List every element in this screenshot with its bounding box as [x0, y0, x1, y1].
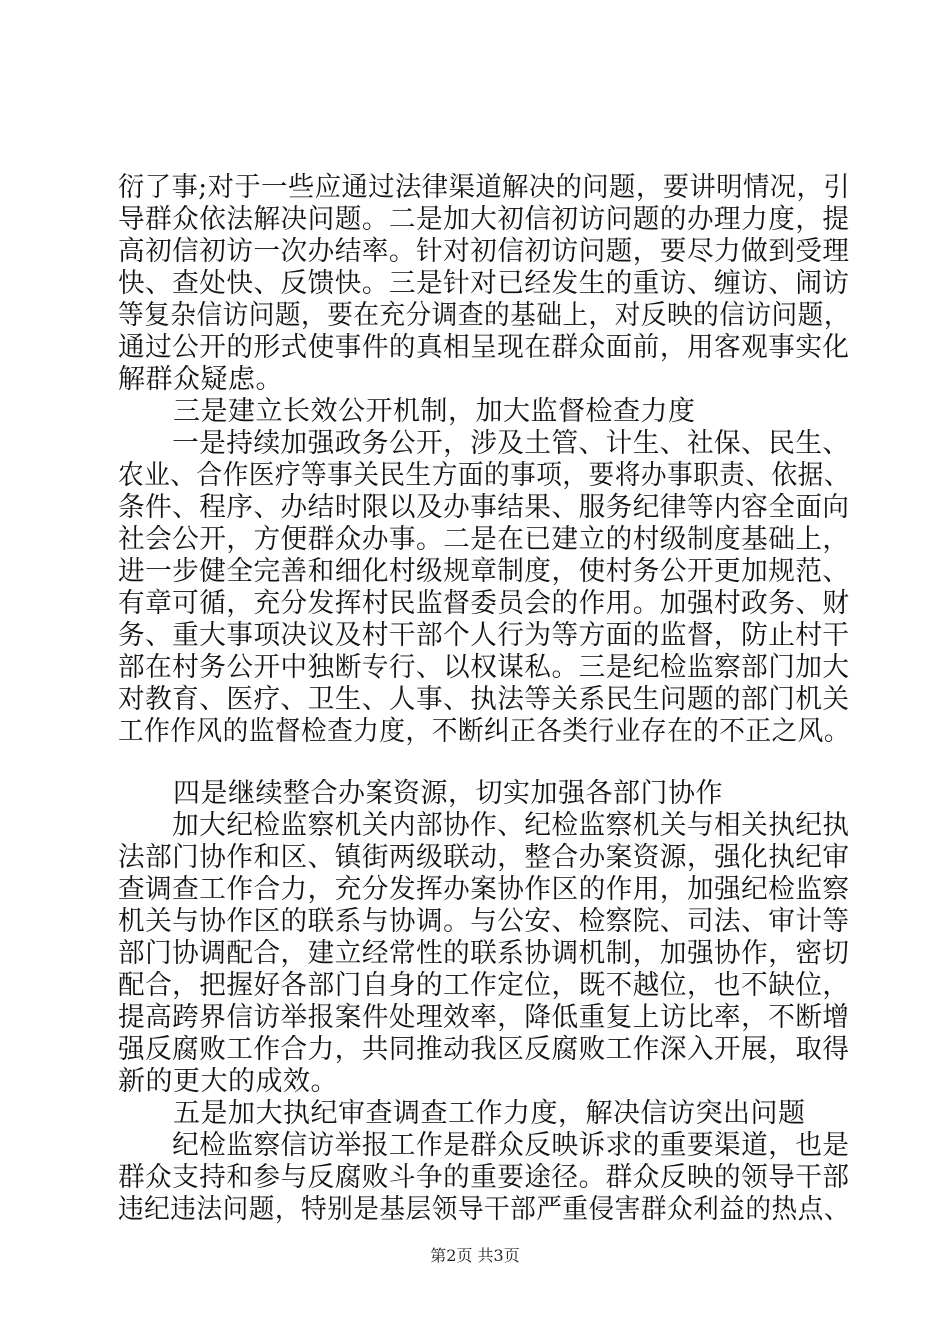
text-line: 衍了事;对于一些应通过法律渠道解决的问题，要讲明情况，引: [118, 172, 851, 203]
text-line: 纪检监察信访举报工作是群众反映诉求的重要渠道，也是: [118, 1130, 850, 1161]
text-line: 法部门协作和区、镇街两级联动，整合办案资源，强化执纪审: [118, 842, 850, 873]
text-line: 对教育、医疗、卫生、人事、执法等关系民生问题的部门机关: [118, 684, 850, 715]
text-line: 提高跨界信访举报案件处理效率，降低重复上访比率，不断增: [118, 1002, 850, 1033]
page-number-footer: 第2页 共3页: [430, 1246, 520, 1265]
text-line: 务、重大事项决议及村干部个人行为等方面的监督，防止村干: [118, 620, 850, 651]
text-line: 解群众疑虑。: [118, 364, 283, 395]
text-line: 有章可循，充分发挥村民监督委员会的作用。加强村政务、财: [118, 588, 850, 619]
text-line: 加大纪检监察机关内部协作、纪检监察机关与相关执纪执: [118, 810, 850, 841]
text-line: 工作作风的监督检查力度，不断纠正各类行业存在的不正之风。: [118, 716, 850, 747]
text-line: 等复杂信访问题，要在充分调查的基础上，对反映的信访问题，: [118, 300, 850, 331]
text-line: 查调查工作合力，充分发挥办案协作区的作用，加强纪检监察: [118, 874, 850, 905]
text-line: 快、查处快、反馈快。三是针对已经发生的重访、缠访、闹访: [118, 268, 850, 299]
text-line: 强反腐败工作合力，共同推动我区反腐败工作深入开展，取得: [118, 1034, 850, 1065]
text-line: 农业、合作医疗等事关民生方面的事项，要将办事职责、依据、: [118, 460, 850, 491]
text-line: 条件、程序、办结时限以及办事结果、服务纪律等内容全面向: [118, 492, 850, 523]
text-line: 违纪违法问题，特别是基层领导干部严重侵害群众利益的热点、: [118, 1194, 850, 1225]
text-line: 部门协调配合，建立经常性的联系协调机制，加强协作，密切: [118, 938, 850, 969]
section-heading: 四是继续整合办案资源，切实加强各部门协作: [118, 778, 723, 809]
text-line: 高初信初访一次办结率。针对初信初访问题，要尽力做到受理: [118, 236, 850, 267]
text-line: 机关与协作区的联系与协调。与公安、检察院、司法、审计等: [118, 906, 850, 937]
text-line: 部在村务公开中独断专行、以权谋私。三是纪检监察部门加大: [118, 652, 850, 683]
text-line: 进一步健全完善和细化村级规章制度，使村务公开更加规范、: [118, 556, 850, 587]
text-line: 导群众依法解决问题。二是加大初信初访问题的办理力度，提: [118, 204, 850, 235]
text-line: 通过公开的形式使事件的真相呈现在群众面前，用客观事实化: [118, 332, 850, 363]
section-heading: 五是加大执纪审查调查工作力度，解决信访突出问题: [118, 1098, 806, 1129]
section-heading: 三是建立长效公开机制，加大监督检查力度: [118, 396, 696, 427]
text-line: 一是持续加强政务公开，涉及土管、计生、社保、民生、: [118, 428, 850, 459]
text-line: 配合，把握好各部门自身的工作定位，既不越位，也不缺位，: [118, 970, 850, 1001]
text-line: 新的更大的成效。: [118, 1066, 338, 1097]
text-line: 社会公开，方便群众办事。二是在已建立的村级制度基础上，: [118, 524, 850, 555]
text-line: 群众支持和参与反腐败斗争的重要途径。群众反映的领导干部: [118, 1162, 850, 1193]
